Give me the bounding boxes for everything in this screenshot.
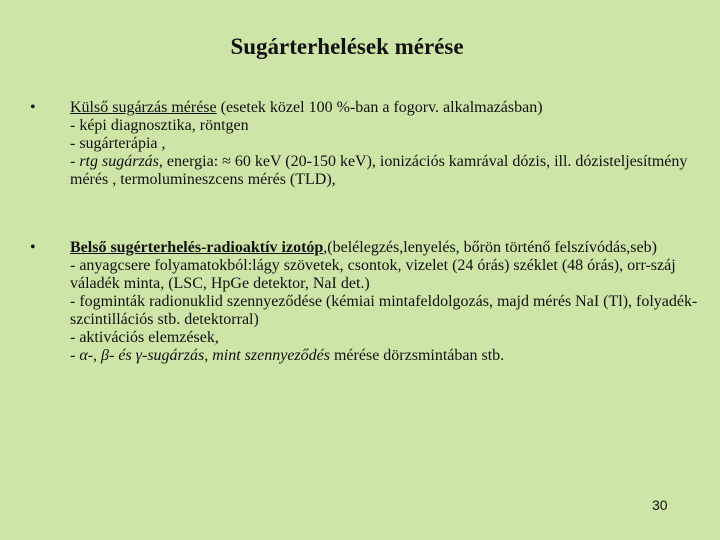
bullet-external-radiation [70, 99, 715, 189]
bullet2-line-3: - aktivációs elemzések, [70, 329, 219, 346]
bullet1-heading-suffix: (esetek közel 100 %-ban a fogorv. alkalmazásban) [216, 99, 543, 116]
bullet2-last-prefix: - [70, 347, 80, 364]
bullet1-line-3-italic: rtg sugárzás [79, 153, 159, 170]
bullet1-line-2: - sugárterápia , [70, 135, 166, 152]
bullet-marker-2: • [30, 239, 36, 256]
page-number: 30 [652, 497, 668, 513]
bullet-internal-radiation [70, 239, 715, 365]
bullet2-heading-suffix: ,(belélegzés,lenyelés, bőrön történő felszívódás,seb) [323, 239, 657, 256]
bullet1-heading: Külső sugárzás mérése [70, 99, 217, 116]
bullet2-line-2: - fogminták radionuklid szennyeződése (kémiai mintafeldolgozás, majd mérés NaI (Tl), folyadék-szcintillációs stb. detektorral) [70, 293, 698, 328]
bullet-marker-1: • [30, 99, 36, 116]
slide-title: Sugárterhelések mérése [230, 34, 464, 59]
bullet1-line-1: - képi diagnosztika, röntgen [70, 117, 249, 134]
bullet2-heading: Belső sugérterhelés-radioaktív izotóp [70, 239, 324, 256]
bullet2-last-italic: α-, β- és γ-sugárzás, mint szennyeződés [79, 347, 330, 364]
bullet2-line-1: - anyagcsere folyamatokból:lágy szövetek, csontok, vizelet (24 órás) széklet (48 órás), orr-száj váladék minta, (LSC, HpGe detektor, NaI det.) [70, 257, 676, 292]
bullet1-line-3-rest: , energia: ≈ 60 keV (20-150 keV), ionizációs kamrával dózis, ill. dózisteljesítmény mérés , termolumineszcens mérés (TLD), [70, 153, 688, 188]
bullet1-line-3-prefix: - [70, 153, 80, 170]
bullet2-last-rest: mérése dörzsmintában stb. [329, 347, 505, 364]
